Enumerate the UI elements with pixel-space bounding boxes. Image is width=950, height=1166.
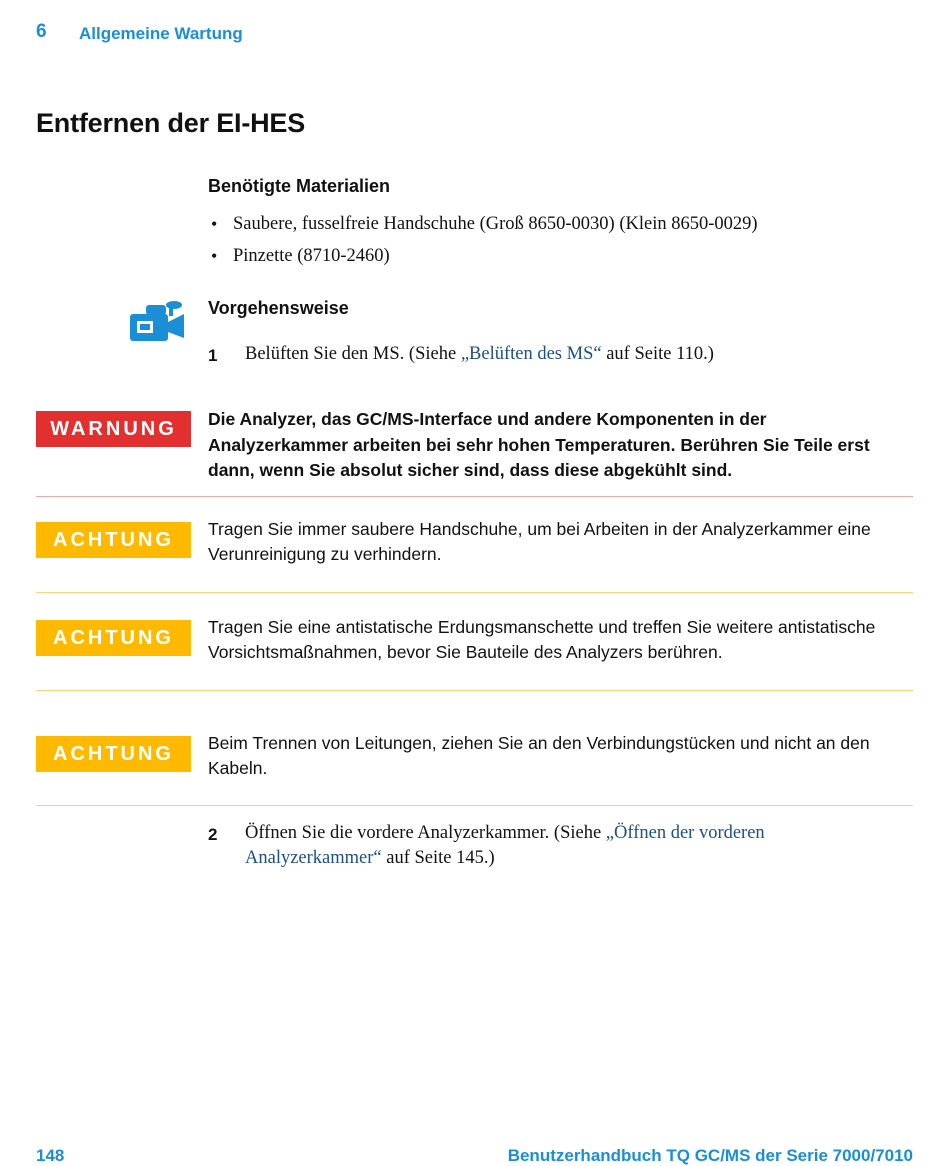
list-item: [211, 246, 217, 268]
step-2-link-continued[interactable]: Analyzerkammer“: [245, 848, 382, 868]
page-number: 148: [36, 1146, 65, 1165]
divider: [36, 592, 913, 593]
materials-heading: Benötigte Materialien: [208, 176, 391, 196]
step-2-text-before: Öffnen Sie die vordere Analyzerkammer. (Siehe: [245, 823, 606, 843]
caution-text-2: Tragen Sie eine antistatische Erdungsmanschette und treffen Sie weitere antistatische Vorsichtsmaßnahmen, bevor Sie Bauteile des Analyzers berühren.: [208, 617, 876, 662]
bullet-icon: •: [211, 246, 218, 266]
list-item: [211, 214, 217, 236]
caution-badge: ACHTUNG: [36, 522, 191, 558]
step-number-1: 1: [208, 346, 218, 365]
divider: [36, 496, 913, 497]
page-title: Entfernen der EI-HES: [36, 108, 306, 138]
step-1-text-before: Belüften Sie den MS. (Siehe: [245, 344, 461, 364]
manual-title: Benutzerhandbuch TQ GC/MS der Serie 7000/7010: [507, 1146, 913, 1165]
warning-badge: WARNUNG: [36, 411, 191, 447]
divider: [36, 690, 913, 691]
materials-item-2: Pinzette (8710-2460): [233, 246, 390, 266]
caution-badge: ACHTUNG: [36, 736, 191, 772]
step-2-text-after: auf Seite 145.): [381, 848, 495, 868]
warning-text: Die Analyzer, das GC/MS-Interface und andere Komponenten in der Analyzerkammer arbeiten bei sehr hohen Temperaturen. Berühren Sie Teile erst dann, wenn Sie absolut sicher sind, dass diese abgekühlt sind.: [208, 409, 870, 480]
divider: [36, 805, 913, 806]
caution-badge: ACHTUNG: [36, 620, 191, 656]
step-1-link[interactable]: „Belüften des MS“: [460, 344, 602, 364]
chapter-title: Allgemeine Wartung: [79, 24, 243, 43]
step-1-text: [245, 344, 714, 365]
caution-text-1: Tragen Sie immer saubere Handschuhe, um bei Arbeiten in der Analyzerkammer eine Verunreinigung zu verhindern.: [208, 519, 871, 564]
step-1-text-after: auf Seite 110.): [601, 344, 714, 364]
procedure-heading: Vorgehensweise: [208, 298, 349, 318]
video-camera-icon: [128, 300, 186, 344]
step-2-text-line-1: [245, 823, 765, 844]
step-2-text-line-2: [245, 848, 495, 869]
bullet-icon: •: [211, 214, 218, 234]
chapter-number: 6: [36, 21, 47, 42]
materials-item-1: Saubere, fusselfreie Handschuhe (Groß 8650-0030) (Klein 8650-0029): [233, 214, 758, 234]
caution-text-3: Beim Trennen von Leitungen, ziehen Sie an den Verbindungstücken und nicht an den Kabeln.: [208, 733, 870, 778]
step-2-link[interactable]: „Öffnen der vorderen: [605, 823, 765, 843]
step-number-2: 2: [208, 825, 218, 844]
